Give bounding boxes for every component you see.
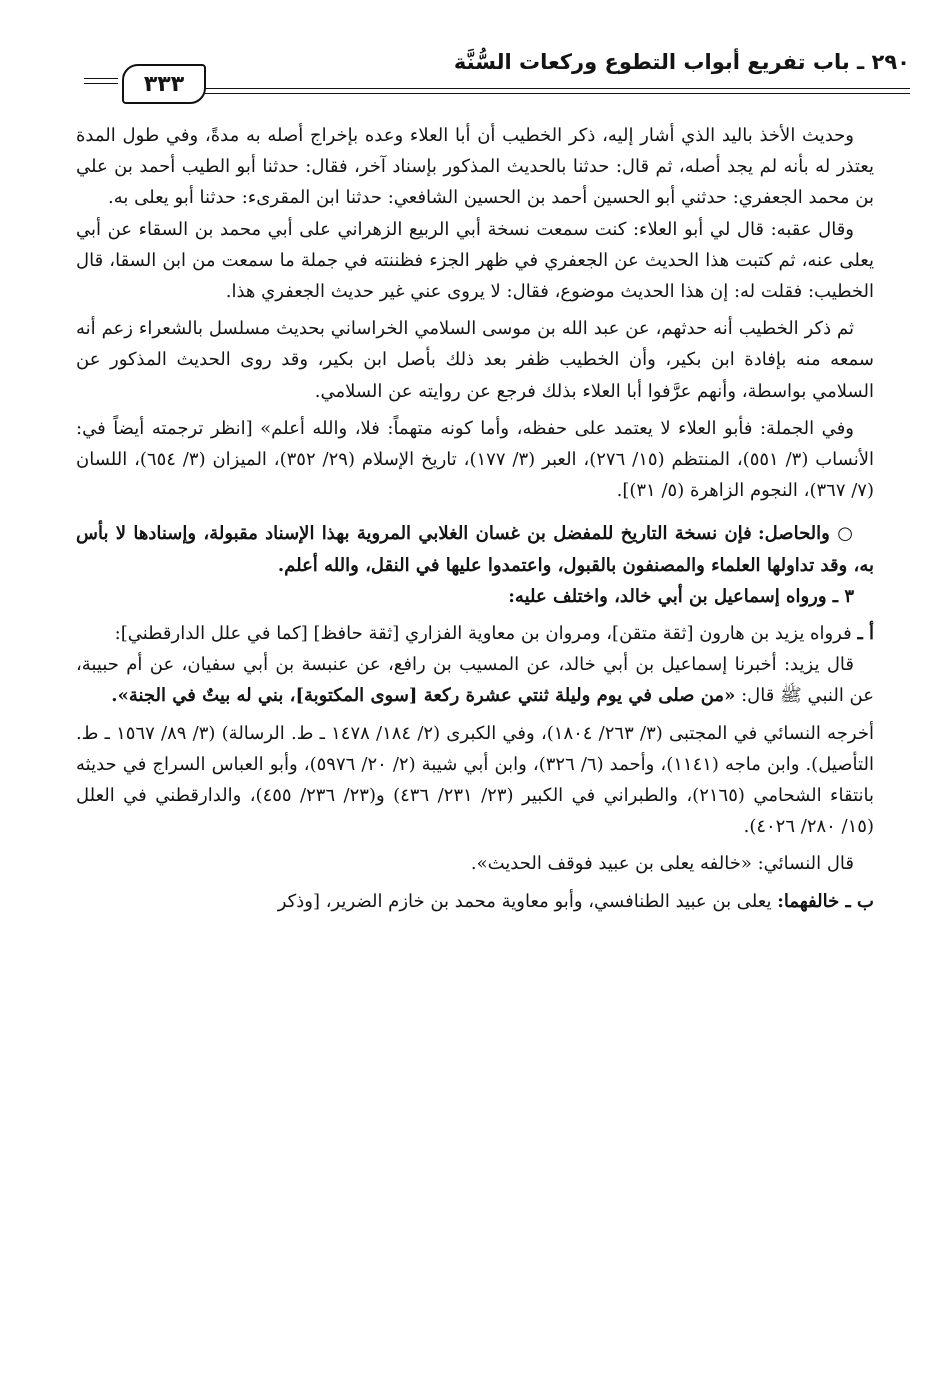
running-header — [84, 40, 910, 104]
paragraph-salami: ثم ذكر الخطيب أنه حدثهم، عن عبد الله بن موسى السلامي الخراساني بحديث مسلسل بالشعراء زعم أنه سمعه منه بإفادة ابن بكير، وأن الخطيب ظفر بعد ذلك بأصل ابن بكير، وقد روى الحديث المذكور عن السلامي بواسطة، وأنهم عرَّفوا أبا العلاء بذلك فرجع عن روايته عن السلامي. — [76, 318, 874, 402]
paragraph-option-a — [76, 618, 874, 649]
header-rule-left — [84, 78, 118, 79]
header-rule-secondary — [202, 93, 910, 94]
hadith-matn: «من صلى في يوم وليلة ثنتي عشرة ركعة [سوى المكتوبة]، بني له بيتٌ في الجنة». — [111, 685, 736, 707]
paragraph-summary — [76, 518, 874, 580]
header-rule-left-secondary — [84, 83, 118, 84]
option-b-label: ب ـ خالفهما: — [777, 890, 874, 912]
summary-text: والحاصل: فإن نسخة التاريخ للمفضل بن غسان الغلابي المروية بهذا الإسناد مقبولة، وإسنادها لا بأس به، وقد تداولها العلماء والمصنفون بالقبول، واعتمدوا عليها في النقل، والله أعلم. — [76, 523, 874, 576]
paragraph-takhrij: أخرجه النسائي في المجتبى (٣/ ٢٦٣/ ١٨٠٤)، وفي الكبرى (٢/ ١٨٤/ ١٤٧٨ ـ ط. الرسالة) (٣/ ٨٩/ ١٥٦٧ ـ ط. التأصيل). وابن ماجه (١١٤١)، وأحمد (٦/ ٣٢٦)، وابن أبي شيبة (٢/ ٢٠/ ٥٩٧٦)، وأبو العباس السراج في حديثه بانتقاء الشحامي (٢١٦٥)، والطبراني في الكبير (٢٣/ ٢٣١/ ٤٣٦) و(٢٣/ ٢٣٦/ ٤٥٥)، والدارقطني في العلل (١٥/ ٢٨٠/ ٤٠٢٦). — [76, 722, 875, 838]
header-title: ٢٩٠ ـ باب تفريع أبواب التطوع وركعات السُّنَّة — [453, 50, 910, 74]
paragraph-option-b — [76, 886, 874, 917]
paragraph-conclusion-abu-alaa: وفي الجملة: فأبو العلاء لا يعتمد على حفظه، وأما كونه متهماً: فلا، والله أعلم» [انظر ترجمته أيضاً في: الأنساب (٣/ ٥٥١)، المنتظم (١٥/ ٢٧٦)، العبر (٣/ ١٧٧)، تاريخ الإسلام (٢٩/ ٣٥٢)، الميزان (٣/ ٦٥٤)، اللسان (٧/ ٣٦٧)، النجوم الزاهرة (٥/ ٣١)]. — [76, 417, 874, 502]
page-number: ٣٣٣ — [122, 64, 206, 104]
header-rule — [202, 88, 910, 89]
hadith-chain: قال يزيد: أخبرنا إسماعيل بن أبي خالد، عن المسيب بن رافع، عن عنبسة بن أبي سفيان، عن أم حبيبة، عن النبي ﷺ قال: — [76, 654, 874, 707]
option-a-label: أ ـ — [857, 623, 874, 645]
paragraph-abu-alaa-statement: وقال عقبه: قال لي أبو العلاء: كنت سمعت نسخة أبي الربيع الزهراني على أبي محمد بن السقاء عن أبي يعلى عنه، ثم كتبت هذا الحديث عن الجعفري في ظهر الجزء فظننته في جملة ما سمعت من ابن السقا، قال الخطيب: فقلت له: إن هذا الحديث موضوع، فقال: لا يروى عني غير حديث الجعفري هذا. — [76, 218, 874, 303]
paragraph-nasai-comment: قال النسائي: «خالفه يعلى بن عبيد فوقف الحديث». — [470, 853, 854, 875]
option-b-text: يعلى بن عبيد الطنافسي، وأبو معاوية محمد بن خازم الضرير، [وذكر — [277, 890, 772, 912]
paragraph-hadith-akhdh: وحديث الأخذ باليد الذي أشار إليه، ذكر الخطيب أن أبا العلاء وعده بإخراج أصله به مدةً، وفي طول المدة يعتذر له بأنه لم يجد أصله، ثم قال: حدثنا بالحديث المذكور بإسناد آخر، فقال: حدثنا أبو الطيب أحمد بن علي بن محمد الجعفري: حدثني أبو الحسين أحمد بن الحسين الشافعي: حدثنا ابن المقرىء: حدثنا أبو يعلى به. — [76, 125, 874, 209]
option-a-text: فرواه يزيد بن هارون [ثقة متقن]، ومروان بن معاوية الفزاري [ثقة حافظ] [كما في علل الدارقطني]: — [114, 623, 852, 645]
section-heading-ismail: ٣ ـ ورواه إسماعيل بن أبي خالد، واختلف عليه: — [508, 585, 854, 607]
page-body — [76, 120, 874, 917]
paragraph-hadith-text — [76, 649, 874, 711]
circle-bullet-icon: ○ — [837, 523, 854, 545]
